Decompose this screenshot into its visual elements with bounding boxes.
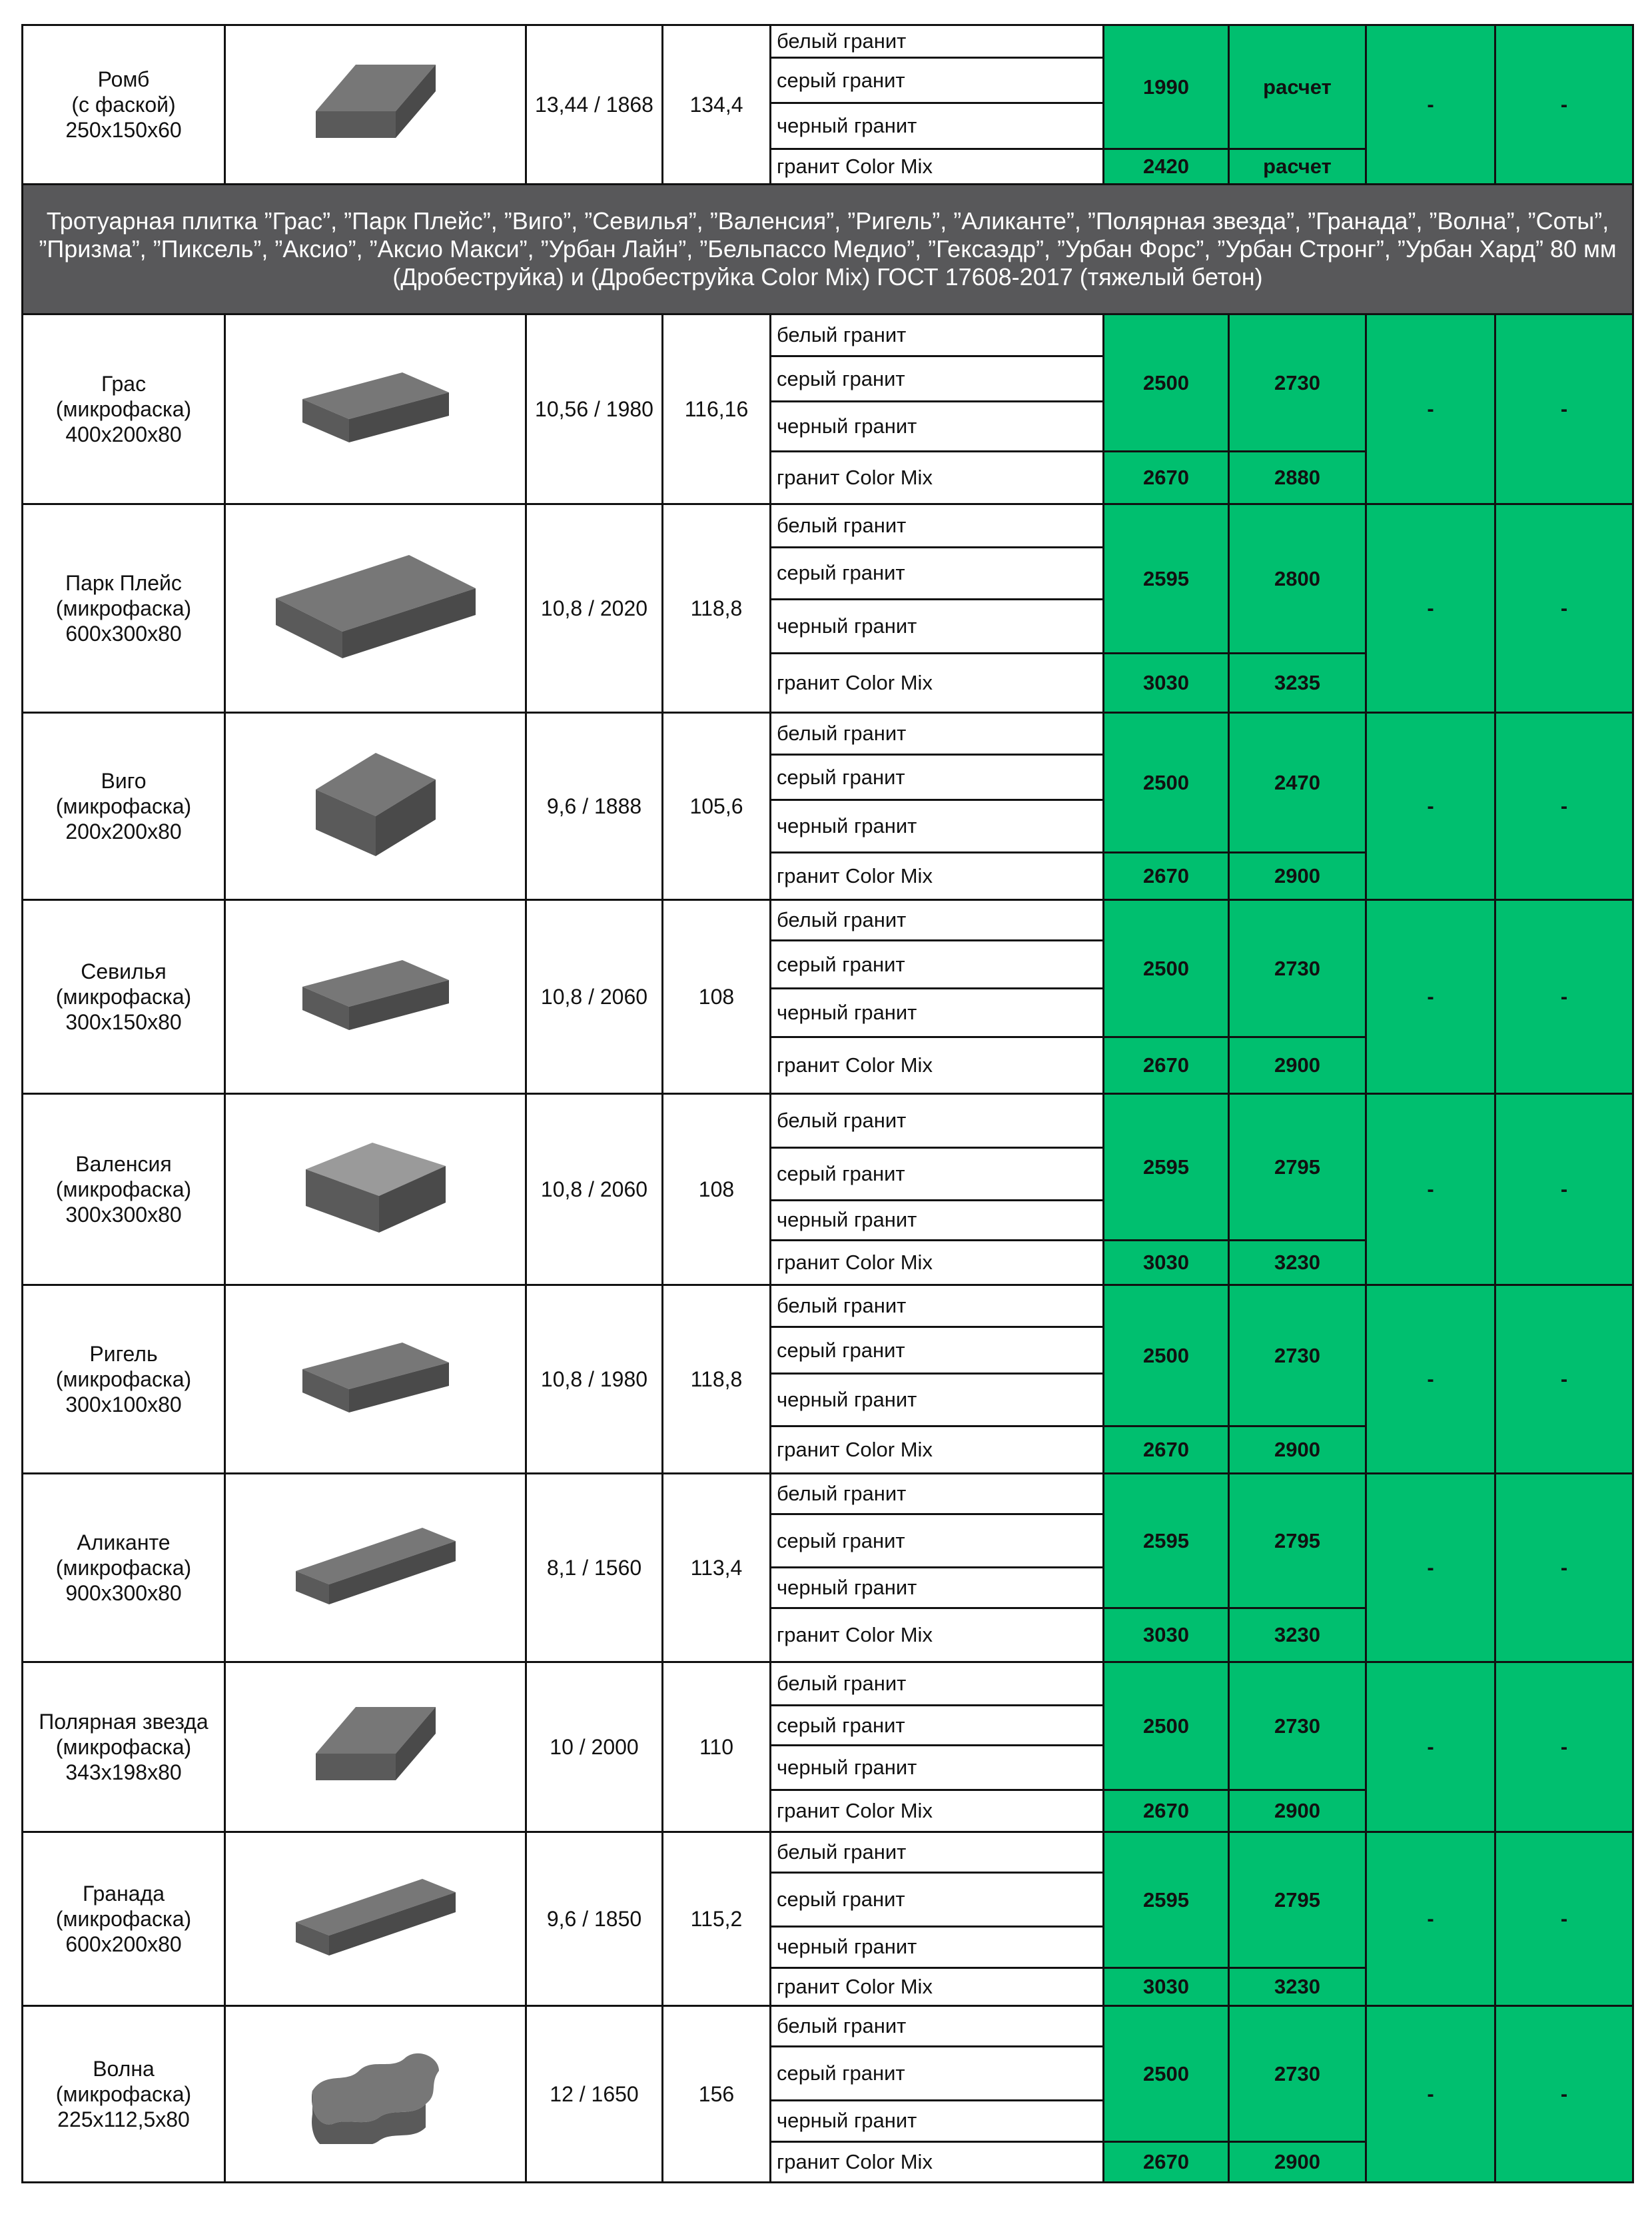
grade-gray: серый гранит xyxy=(771,356,1104,402)
rect-tile-icon xyxy=(296,1339,456,1419)
product-name-cell xyxy=(23,2006,225,2183)
weight-cell: 8,1 / 1560 xyxy=(526,1474,663,1662)
product-row xyxy=(23,25,1633,58)
product-row xyxy=(23,1094,1633,1148)
extra-price-2: - xyxy=(1495,713,1633,900)
grade-colormix: гранит Color Mix xyxy=(771,1241,1104,1285)
product-name: Грас xyxy=(101,372,147,396)
per-pallet-cell: 118,8 xyxy=(663,1285,771,1474)
price-colormix-2: 3230 xyxy=(1229,1241,1366,1285)
wave-tile-icon xyxy=(306,2044,446,2144)
grade-white: белый гранит xyxy=(771,504,1104,548)
price-table xyxy=(21,24,1634,2183)
product-image-cell xyxy=(225,25,526,185)
product-name-cell xyxy=(23,1662,225,1832)
price-main-1: 2500 xyxy=(1104,713,1229,853)
price-colormix-1: 2670 xyxy=(1104,1426,1229,1474)
product-finish: (микрофаска) xyxy=(55,985,192,1009)
grade-colormix: гранит Color Mix xyxy=(771,654,1104,713)
grade-gray: серый гранит xyxy=(771,57,1104,103)
price-main-2: 2470 xyxy=(1229,713,1366,853)
price-colormix-2: 3230 xyxy=(1229,1968,1366,2006)
weight-cell: 9,6 / 1888 xyxy=(526,713,663,900)
product-image-cell xyxy=(225,1832,526,2006)
extra-price-1: - xyxy=(1366,2006,1495,2183)
product-row xyxy=(23,713,1633,755)
product-size: 225x112,5x80 xyxy=(57,2107,190,2131)
extra-price-1: - xyxy=(1366,1832,1495,2006)
grade-white: белый гранит xyxy=(771,713,1104,755)
product-name: Ромб xyxy=(97,67,150,91)
per-pallet-cell: 108 xyxy=(663,1094,771,1285)
grade-gray: серый гранит xyxy=(771,754,1104,800)
price-main-1: 2595 xyxy=(1104,1832,1229,1968)
per-pallet-cell: 156 xyxy=(663,2006,771,2183)
product-name: Виго xyxy=(101,769,147,793)
product-name-cell xyxy=(23,1474,225,1662)
rhombus-tile-icon xyxy=(309,1704,442,1790)
product-size: 343x198x80 xyxy=(65,1760,182,1784)
grade-colormix: гранит Color Mix xyxy=(771,1968,1104,2006)
extra-price-2: - xyxy=(1495,2006,1633,2183)
product-image-cell xyxy=(225,1474,526,1662)
product-finish: (с фаской) xyxy=(71,93,176,117)
grade-white: белый гранит xyxy=(771,1832,1104,1873)
extra-price-1: - xyxy=(1366,1094,1495,1285)
grade-black: черный гранит xyxy=(771,600,1104,654)
product-row xyxy=(23,1474,1633,1514)
grade-gray: серый гранит xyxy=(771,1705,1104,1746)
per-pallet-cell: 116,16 xyxy=(663,314,771,504)
weight-cell: 10,56 / 1980 xyxy=(526,314,663,504)
price-colormix-1: 2670 xyxy=(1104,452,1229,504)
weight-cell: 9,6 / 1850 xyxy=(526,1832,663,2006)
price-colormix-1: 3030 xyxy=(1104,1968,1229,2006)
product-name-cell xyxy=(23,314,225,504)
grade-black: черный гранит xyxy=(771,800,1104,853)
price-main-1: 2500 xyxy=(1104,1285,1229,1426)
product-name: Гранада xyxy=(82,1882,165,1906)
product-row xyxy=(23,2006,1633,2047)
product-row xyxy=(23,900,1633,941)
grade-gray: серый гранит xyxy=(771,1514,1104,1568)
product-row xyxy=(23,1285,1633,1327)
rect-tile-icon xyxy=(296,957,456,1037)
grade-black: черный гранит xyxy=(771,1200,1104,1241)
per-pallet-cell: 118,8 xyxy=(663,504,771,713)
large-rect-tile-icon xyxy=(269,552,482,665)
product-row xyxy=(23,314,1633,356)
product-name-cell xyxy=(23,713,225,900)
product-image-cell xyxy=(225,1285,526,1474)
product-finish: (микрофаска) xyxy=(55,1367,192,1391)
product-size: 300x150x80 xyxy=(65,1010,182,1034)
price-colormix-2: 2900 xyxy=(1229,1426,1366,1474)
price-main-1: 2595 xyxy=(1104,504,1229,654)
grade-white: белый гранит xyxy=(771,1094,1104,1148)
product-size: 600x200x80 xyxy=(65,1932,182,1956)
product-row xyxy=(23,1662,1633,1706)
product-name-cell xyxy=(23,504,225,713)
grade-colormix: гранит Color Mix xyxy=(771,853,1104,900)
extra-price-2: - xyxy=(1495,1832,1633,2006)
grade-colormix: гранит Color Mix xyxy=(771,1426,1104,1474)
grade-black: черный гранит xyxy=(771,2100,1104,2142)
grade-gray: серый гранит xyxy=(771,547,1104,600)
price-colormix-2: 2900 xyxy=(1229,853,1366,900)
square-tile-icon xyxy=(309,750,442,863)
product-finish: (микрофаска) xyxy=(55,1177,192,1201)
extra-price-1: - xyxy=(1366,713,1495,900)
price-main-2: 2795 xyxy=(1229,1832,1366,1968)
price-main-1: 2500 xyxy=(1104,314,1229,452)
product-name-cell xyxy=(23,1285,225,1474)
grade-colormix: гранит Color Mix xyxy=(771,149,1104,185)
grade-colormix: гранит Color Mix xyxy=(771,1037,1104,1094)
product-finish: (микрофаска) xyxy=(55,596,192,620)
price-main-2: расчет xyxy=(1229,25,1366,149)
product-finish: (микрофаска) xyxy=(55,794,192,818)
price-colormix-2: 3235 xyxy=(1229,654,1366,713)
price-colormix-1: 2670 xyxy=(1104,2142,1229,2183)
grade-gray: серый гранит xyxy=(771,940,1104,989)
grade-white: белый гранит xyxy=(771,1285,1104,1327)
section-header-row xyxy=(23,185,1633,314)
product-image-cell xyxy=(225,504,526,713)
product-size: 600x300x80 xyxy=(65,622,182,646)
price-colormix-2: 3230 xyxy=(1229,1608,1366,1662)
product-name: Севилья xyxy=(81,959,167,983)
grade-black: черный гранит xyxy=(771,402,1104,452)
grade-white: белый гранит xyxy=(771,900,1104,941)
extra-price-1: - xyxy=(1366,504,1495,713)
weight-cell: 10,8 / 2020 xyxy=(526,504,663,713)
product-size: 300x300x80 xyxy=(65,1203,182,1227)
price-main-1: 2595 xyxy=(1104,1474,1229,1608)
grade-white: белый гранит xyxy=(771,314,1104,356)
per-pallet-cell: 113,4 xyxy=(663,1474,771,1662)
grade-white: белый гранит xyxy=(771,2006,1104,2047)
extra-price-1: - xyxy=(1366,1662,1495,1832)
product-finish: (микрофаска) xyxy=(55,1556,192,1580)
section-header: Тротуарная плитка ”Грас”, ”Парк Плейс”, ”Виго”, ”Севилья”, ”Валенсия”, ”Ригель”, ”Аликанте”, ”Полярная звезда”, ”Гранада”, ”Волна”, ”Соты”, ”Призма”, ”Пиксель”, ”Аксио”, ”Аксио Макси”, ”Урбан Лайн”, ”Бельпассо Медио”, ”Гексаэдр”, ”Урбан Форс”, ”Урбан Стронг”, ”Урбан Хард” 80 мм (Дробеструйка) и (Дробеструйка Color Mix) ГОСТ 17608-2017 (тяжелый бетон) xyxy=(23,185,1633,314)
grade-gray: серый гранит xyxy=(771,1872,1104,1926)
product-size: 900x300x80 xyxy=(65,1581,182,1605)
price-main-2: 2795 xyxy=(1229,1094,1366,1241)
extra-price-1: - xyxy=(1366,25,1495,185)
price-colormix-1: 3030 xyxy=(1104,1241,1229,1285)
weight-cell: 10,8 / 2060 xyxy=(526,900,663,1094)
price-colormix-1: 2670 xyxy=(1104,1037,1229,1094)
grade-black: черный гранит xyxy=(771,1746,1104,1790)
weight-cell: 10,8 / 2060 xyxy=(526,1094,663,1285)
price-main-1: 2595 xyxy=(1104,1094,1229,1241)
product-image-cell xyxy=(225,713,526,900)
per-pallet-cell: 105,6 xyxy=(663,713,771,900)
product-finish: (микрофаска) xyxy=(55,397,192,421)
grade-black: черный гранит xyxy=(771,103,1104,149)
price-main-1: 2500 xyxy=(1104,900,1229,1037)
price-main-1: 1990 xyxy=(1104,25,1229,149)
price-main-2: 2800 xyxy=(1229,504,1366,654)
product-image-cell xyxy=(225,900,526,1094)
weight-cell: 12 / 1650 xyxy=(526,2006,663,2183)
extra-price-2: - xyxy=(1495,1094,1633,1285)
product-size: 300x100x80 xyxy=(65,1392,182,1416)
grade-black: черный гранит xyxy=(771,1926,1104,1968)
product-name-cell xyxy=(23,25,225,185)
rect-tile-icon xyxy=(296,369,456,449)
product-name-cell xyxy=(23,900,225,1094)
grade-white: белый гранит xyxy=(771,25,1104,58)
rhombus-tile-icon xyxy=(309,61,442,148)
price-colormix-1: 2420 xyxy=(1104,149,1229,185)
product-finish: (микрофаска) xyxy=(55,1735,192,1759)
price-colormix-1: 3030 xyxy=(1104,654,1229,713)
product-image-cell xyxy=(225,314,526,504)
price-main-2: 2730 xyxy=(1229,2006,1366,2142)
per-pallet-cell: 108 xyxy=(663,900,771,1094)
product-name-cell xyxy=(23,1832,225,2006)
extra-price-1: - xyxy=(1366,314,1495,504)
extra-price-2: - xyxy=(1495,504,1633,713)
extra-price-2: - xyxy=(1495,314,1633,504)
price-colormix-2: 2880 xyxy=(1229,452,1366,504)
product-name: Валенсия xyxy=(75,1152,172,1176)
product-image-cell xyxy=(225,1662,526,1832)
price-main-1: 2500 xyxy=(1104,2006,1229,2142)
price-main-2: 2730 xyxy=(1229,900,1366,1037)
grade-colormix: гранит Color Mix xyxy=(771,452,1104,504)
extra-price-2: - xyxy=(1495,1474,1633,1662)
product-name: Парк Плейс xyxy=(65,571,182,595)
product-image-cell xyxy=(225,1094,526,1285)
product-name: Полярная звезда xyxy=(39,1710,208,1734)
price-colormix-1: 2670 xyxy=(1104,853,1229,900)
grade-black: черный гранит xyxy=(771,1568,1104,1608)
product-name-cell xyxy=(23,1094,225,1285)
product-size: 250x150x60 xyxy=(65,118,182,142)
price-colormix-1: 2670 xyxy=(1104,1790,1229,1832)
price-main-2: 2730 xyxy=(1229,1285,1366,1426)
product-size: 400x200x80 xyxy=(65,422,182,446)
grade-gray: серый гранит xyxy=(771,1327,1104,1374)
price-colormix-2: 2900 xyxy=(1229,1037,1366,1094)
product-name: Волна xyxy=(93,2057,155,2081)
extra-price-2: - xyxy=(1495,25,1633,185)
price-colormix-2: 2900 xyxy=(1229,2142,1366,2183)
grade-gray: серый гранит xyxy=(771,2046,1104,2100)
grade-white: белый гранит xyxy=(771,1662,1104,1706)
long-rect-tile-icon xyxy=(289,1876,462,1962)
long-rect-tile-icon xyxy=(289,1524,462,1611)
price-main-2: 2795 xyxy=(1229,1474,1366,1608)
price-colormix-2: расчет xyxy=(1229,149,1366,185)
per-pallet-cell: 115,2 xyxy=(663,1832,771,2006)
product-size: 200x200x80 xyxy=(65,820,182,843)
grade-white: белый гранит xyxy=(771,1474,1104,1514)
product-finish: (микрофаска) xyxy=(55,2082,192,2106)
grade-colormix: гранит Color Mix xyxy=(771,2142,1104,2183)
price-main-1: 2500 xyxy=(1104,1662,1229,1790)
extra-price-1: - xyxy=(1366,1474,1495,1662)
product-row xyxy=(23,1832,1633,1873)
extra-price-1: - xyxy=(1366,1285,1495,1474)
price-main-2: 2730 xyxy=(1229,1662,1366,1790)
price-table-sheet xyxy=(21,24,1632,2183)
weight-cell: 10 / 2000 xyxy=(526,1662,663,1832)
grade-black: черный гранит xyxy=(771,1374,1104,1426)
product-name: Ригель xyxy=(89,1342,158,1366)
grade-colormix: гранит Color Mix xyxy=(771,1608,1104,1662)
product-image-cell xyxy=(225,2006,526,2183)
weight-cell: 13,44 / 1868 xyxy=(526,25,663,185)
product-name: Аликанте xyxy=(77,1530,171,1554)
per-pallet-cell: 134,4 xyxy=(663,25,771,185)
extra-price-2: - xyxy=(1495,1285,1633,1474)
grade-black: черный гранит xyxy=(771,989,1104,1037)
product-row xyxy=(23,504,1633,548)
product-finish: (микрофаска) xyxy=(55,1907,192,1931)
extra-price-2: - xyxy=(1495,900,1633,1094)
price-colormix-1: 3030 xyxy=(1104,1608,1229,1662)
grade-gray: серый гранит xyxy=(771,1147,1104,1200)
per-pallet-cell: 110 xyxy=(663,1662,771,1832)
extra-price-1: - xyxy=(1366,900,1495,1094)
grade-colormix: гранит Color Mix xyxy=(771,1790,1104,1832)
square-light-tile-icon xyxy=(299,1139,452,1239)
price-main-2: 2730 xyxy=(1229,314,1366,452)
extra-price-2: - xyxy=(1495,1662,1633,1832)
price-colormix-2: 2900 xyxy=(1229,1790,1366,1832)
weight-cell: 10,8 / 1980 xyxy=(526,1285,663,1474)
